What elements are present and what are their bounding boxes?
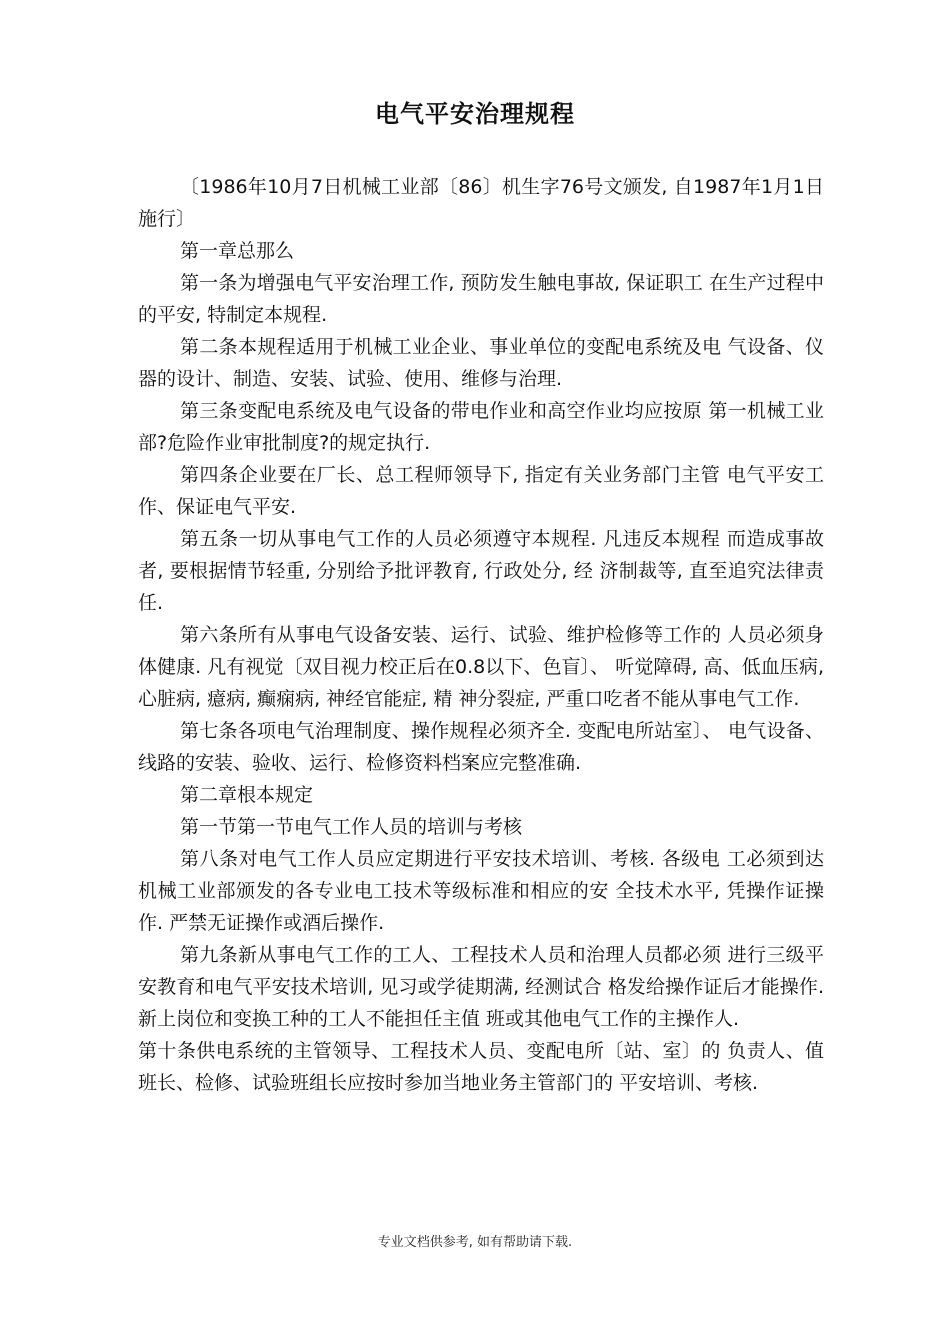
document-body xyxy=(138,171,824,1099)
section-heading-1: 第一节第一节电气工作人员的培训与考核 xyxy=(180,816,523,838)
article-3: 第三条变配电系统及电气设备的带电作业和高空作业均应按原 第一机械工业部?危险作业审批制度?的规定执行. xyxy=(138,400,824,454)
document-title: 电气平安治理规程 xyxy=(375,100,575,128)
chapter-heading-2: 第二章根本规定 xyxy=(180,784,314,806)
article-1: 第一条为增强电气平安治理工作, 预防发生触电事故, 保证职工 在生产过程中的平安, 特制定本规程. xyxy=(138,272,824,326)
article-2: 第二条本规程适用于机械工业企业、事业单位的变配电系统及电 气设备、仪器的设计、制造、安装、试验、使用、维修与治理. xyxy=(138,336,824,390)
article-10: 第十条供电系统的主管领导、工程技术人员、变配电所〔站、室〕的 负责人、值班长、检修、试验班组长应按时参加当地业务主管部门的 平安培训、考核. xyxy=(138,1040,824,1094)
issue-note: 〔1986年10月7日机械工业部〔86〕机生字76号文颁发, 自1987年1月1日施行〕 xyxy=(138,176,824,230)
article-7: 第七条各项电气治理制度、操作规程必须齐全. 变配电所站室〕、 电气设备、线路的安装、验收、运行、检修资料档案应完整准确. xyxy=(138,720,824,774)
article-5: 第五条一切从事电气工作的人员必须遵守本规程. 凡违反本规程 而造成事故者, 要根据情节轻重, 分别给予批评教育, 行政处分, 经 济制裁等, 直至追究法律责任. xyxy=(138,528,824,614)
article-4: 第四条企业要在厂长、总工程师领导下, 指定有关业务部门主管 电气平安工作、保证电气平安. xyxy=(138,464,824,518)
page-footer: 专业文档供参考, 如有帮助请下载. xyxy=(377,1235,573,1250)
article-9: 第九条新从事电气工作的工人、工程技术人员和治理人员都必须 进行三级平安教育和电气平安技术培训, 见习或学徒期满, 经测试合 格发给操作证后才能操作. 新上岗位和变换工种的工人不能担任主值 班或其他电气工作的主操作人. xyxy=(138,944,824,1030)
chapter-heading-1: 第一章总那么 xyxy=(180,240,295,262)
article-6: 第六条所有从事电气设备安装、运行、试验、维护检修等工作的 人员必须身体健康. 凡有视觉〔双目视力校正后在0.8以下、色盲〕、 听觉障碍, 高、低血压病, 心脏病, 癔病, 癫痫病, 神经官能症, 精 神分裂症, 严重口吃者不能从事电气工作. xyxy=(138,624,824,710)
article-8: 第八条对电气工作人员应定期进行平安技术培训、考核. 各级电 工必须到达机械工业部颁发的各专业电工技术等级标准和相应的安 全技术水平, 凭操作证操作. 严禁无证操作或酒后操作. xyxy=(138,848,824,934)
